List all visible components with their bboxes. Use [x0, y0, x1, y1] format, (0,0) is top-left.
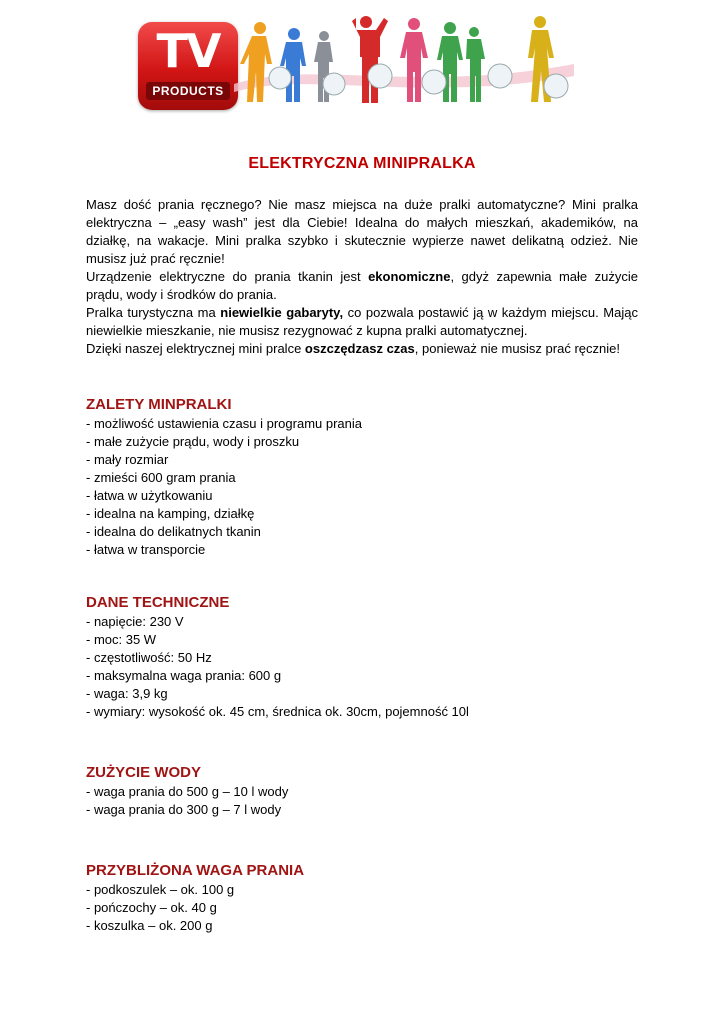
specs-heading: DANE TECHNICZNE — [86, 594, 230, 611]
logo-products-text: PRODUCTS — [146, 82, 230, 100]
product-thumbnail-icon — [323, 73, 345, 95]
list-item: - waga: 3,9 kg — [86, 686, 168, 701]
list-item: - idealna do delikatnych tkanin — [86, 524, 261, 539]
water-usage-heading: ZUŻYCIE WODY — [86, 764, 201, 781]
list-item: - waga prania do 300 g – 7 l wody — [86, 802, 282, 817]
page-title: ELEKTRYCZNA MINIPRALKA — [248, 155, 476, 172]
product-thumbnail-icon — [544, 74, 568, 98]
list-item: - waga prania do 500 g – 10 l wody — [86, 784, 289, 799]
intro-paragraph: Masz dość prania ręcznego? Nie masz miejsca na duże pralki automatyczne? Mini pralka elektryczna – „easy wash” jest dla Ciebie! Idealna do małych mieszkań, akademików, na działkę, na wakacje. Mini pralka szybko i skutecznie wypierze nawet delikatną odzież. Nie musisz już prać ręcznie! — [86, 197, 638, 266]
list-item: - idealna na kamping, działkę — [86, 506, 255, 521]
water-usage-section — [86, 764, 638, 819]
product-thumbnail-icon — [368, 64, 392, 88]
advantages-section — [86, 396, 638, 559]
product-thumbnail-icon — [269, 67, 291, 89]
list-item: - maksymalna waga prania: 600 g — [86, 668, 282, 683]
list-item: - częstotliwość: 50 Hz — [86, 650, 212, 665]
list-item: - koszulka – ok. 200 g — [86, 918, 213, 933]
header-banner — [134, 14, 574, 114]
red-figure-icon — [352, 16, 388, 103]
specs-section — [86, 594, 638, 721]
laundry-weight-section — [86, 862, 638, 935]
list-item: - moc: 35 W — [86, 632, 157, 647]
product-thumbnail-icon — [488, 64, 512, 88]
list-item: - pończochy – ok. 40 g — [86, 900, 217, 915]
list-item: - małe zużycie prądu, wody i proszku — [86, 434, 300, 449]
logo-tv-text: TV — [156, 24, 220, 78]
product-thumbnail-icon — [422, 70, 446, 94]
size-paragraph: Pralka turystyczna ma niewielkie gabaryty, co pozwala postawić ją w każdym miejscu. Mając niewielkie mieszkanie, nie musisz rezygnować z kupna pralki automatycznej. — [86, 305, 638, 338]
list-item: - możliwość ustawienia czasu i programu prania — [86, 416, 363, 431]
list-item: - mały rozmiar — [86, 452, 169, 467]
list-item: - zmieści 600 gram prania — [86, 470, 236, 485]
list-item: - napięcie: 230 V — [86, 614, 184, 629]
advantages-heading: ZALETY MINPRALKI — [86, 396, 232, 413]
laundry-weight-list — [86, 881, 638, 935]
list-item: - łatwa w użytkowaniu — [86, 488, 213, 503]
specs-list — [86, 613, 638, 721]
people-silhouettes-illustration — [238, 14, 574, 114]
blue-figure-icon — [280, 28, 306, 102]
list-item: - podkoszulek – ok. 100 g — [86, 882, 235, 897]
economy-paragraph: Urządzenie elektryczne do prania tkanin jest ekonomiczne, gdyż zapewnia małe zużycie prądu, wody i środków do prania. — [86, 269, 638, 302]
green-figures-icon — [437, 22, 485, 102]
advantages-list — [86, 415, 638, 559]
orange-figure-icon — [240, 22, 272, 102]
list-item: - wymiary: wysokość ok. 45 cm, średnica ok. 30cm, pojemność 10l — [86, 704, 469, 719]
list-item: - łatwa w transporcie — [86, 542, 206, 557]
intro-section — [86, 196, 638, 358]
pink-figure-icon — [400, 18, 428, 102]
time-paragraph: Dzięki naszej elektrycznej mini pralce oszczędzasz czas, ponieważ nie musisz prać ręcznie! — [86, 341, 620, 356]
document-content — [86, 154, 638, 933]
water-usage-list — [86, 783, 638, 819]
tv-products-logo — [138, 22, 238, 110]
laundry-weight-heading: PRZYBLIŻONA WAGA PRANIA — [86, 862, 305, 879]
